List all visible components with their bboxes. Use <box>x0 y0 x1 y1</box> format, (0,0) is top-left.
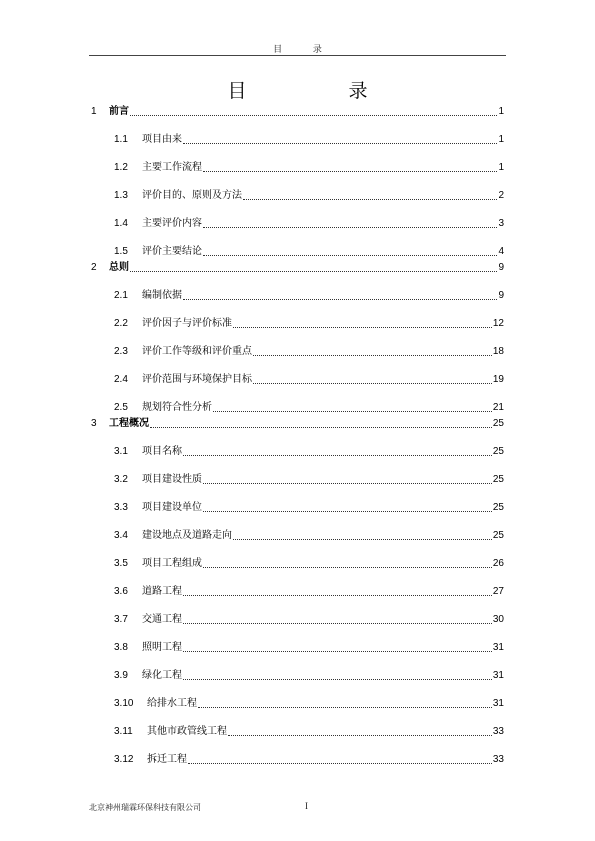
toc-section-entry[interactable] <box>0 752 595 767</box>
toc-dot-leader <box>233 326 492 328</box>
toc-label: 照明工程 <box>142 642 182 653</box>
toc-label: 评价因子与评价标准 <box>142 318 232 329</box>
toc-section-entry[interactable] <box>0 160 595 175</box>
toc-chapter-entry[interactable] <box>0 260 595 275</box>
toc-dot-leader <box>183 650 492 652</box>
toc-label: 拆迁工程 <box>147 754 187 765</box>
toc-section-entry[interactable] <box>0 188 595 203</box>
toc-section-entry[interactable] <box>0 344 595 359</box>
toc-section-entry[interactable] <box>0 668 595 683</box>
toc-page-number: 21 <box>492 402 504 413</box>
toc-dot-leader <box>130 270 497 272</box>
toc-number: 3.4 <box>114 530 128 541</box>
toc-page-number: 33 <box>492 726 504 737</box>
toc-label: 项目名称 <box>142 446 182 457</box>
toc-number: 1.2 <box>114 162 128 173</box>
toc-section-entry[interactable] <box>0 400 595 415</box>
toc-label: 评价目的、原则及方法 <box>142 190 242 201</box>
toc-dot-leader <box>150 426 492 428</box>
toc-label: 交通工程 <box>142 614 182 625</box>
toc-label: 项目建设单位 <box>142 502 202 513</box>
toc-label: 规划符合性分析 <box>142 402 212 413</box>
toc-number: 3.1 <box>114 446 128 457</box>
toc-label: 项目建设性质 <box>142 474 202 485</box>
toc-dot-leader <box>203 254 497 256</box>
toc-section-entry[interactable] <box>0 472 595 487</box>
toc-page-number: 25 <box>492 474 504 485</box>
toc-section-entry[interactable] <box>0 288 595 303</box>
toc-dot-leader <box>228 734 492 736</box>
toc-dot-leader <box>203 170 497 172</box>
toc-page-number: 30 <box>492 614 504 625</box>
toc-label: 前言 <box>109 106 129 117</box>
toc-label: 项目由来 <box>142 134 182 145</box>
toc-section-entry[interactable] <box>0 500 595 515</box>
toc-dot-leader <box>183 594 492 596</box>
toc-dot-leader <box>203 510 492 512</box>
toc-section-entry[interactable] <box>0 724 595 739</box>
toc-page-number: 1 <box>498 162 504 173</box>
toc-section-entry[interactable] <box>0 696 595 711</box>
toc-section-entry[interactable] <box>0 316 595 331</box>
toc-section-entry[interactable] <box>0 612 595 627</box>
toc-label: 给排水工程 <box>147 698 197 709</box>
toc-number: 2.5 <box>114 402 128 413</box>
page-title: 目 录 <box>227 80 416 102</box>
toc-page-number: 31 <box>492 698 504 709</box>
toc-page-number: 25 <box>492 446 504 457</box>
toc-dot-leader <box>198 706 492 708</box>
toc-dot-leader <box>253 382 492 384</box>
toc-number: 3 <box>91 418 97 429</box>
toc-page-number: 9 <box>498 290 504 301</box>
toc-page-number: 12 <box>492 318 504 329</box>
toc-page-number: 25 <box>492 530 504 541</box>
toc-page-number: 3 <box>498 218 504 229</box>
toc-dot-leader <box>203 226 497 228</box>
toc-section-entry[interactable] <box>0 584 595 599</box>
toc-dot-leader <box>243 198 497 200</box>
toc-number: 2.4 <box>114 374 128 385</box>
toc-number: 3.3 <box>114 502 128 513</box>
toc-page-number: 25 <box>492 502 504 513</box>
toc-number: 2.3 <box>114 346 128 357</box>
toc-page-number: 1 <box>498 134 504 145</box>
footer-company-name: 北京神州瑞霖环保科技有限公司 <box>89 803 201 812</box>
toc-label: 绿化工程 <box>142 670 182 681</box>
toc-label: 评价工作等级和评价重点 <box>142 346 252 357</box>
toc-page-number: 19 <box>492 374 504 385</box>
toc-label: 编制依据 <box>142 290 182 301</box>
toc-section-entry[interactable] <box>0 556 595 571</box>
toc-number: 3.7 <box>114 614 128 625</box>
toc-page-number: 26 <box>492 558 504 569</box>
toc-label: 道路工程 <box>142 586 182 597</box>
toc-label: 工程概况 <box>109 418 149 429</box>
toc-dot-leader <box>183 454 492 456</box>
toc-section-entry[interactable] <box>0 244 595 259</box>
toc-number: 1.4 <box>114 218 128 229</box>
toc-number: 3.11 <box>114 726 133 737</box>
toc-label: 主要工作流程 <box>142 162 202 173</box>
toc-chapter-entry[interactable] <box>0 416 595 431</box>
toc-number: 3.12 <box>114 754 134 765</box>
toc-section-entry[interactable] <box>0 132 595 147</box>
toc-number: 3.2 <box>114 474 128 485</box>
toc-page-number: 18 <box>492 346 504 357</box>
toc-section-entry[interactable] <box>0 640 595 655</box>
toc-dot-leader <box>203 482 492 484</box>
toc-page-number: 31 <box>492 642 504 653</box>
toc-number: 2.1 <box>114 290 128 301</box>
toc-number: 3.8 <box>114 642 128 653</box>
toc-number: 3.10 <box>114 698 134 709</box>
toc-label: 评价主要结论 <box>142 246 202 257</box>
toc-number: 3.5 <box>114 558 128 569</box>
toc-dot-leader <box>213 410 492 412</box>
toc-label: 其他市政管线工程 <box>147 726 227 737</box>
toc-dot-leader <box>183 622 492 624</box>
toc-section-entry[interactable] <box>0 444 595 459</box>
toc-number: 1.5 <box>114 246 128 257</box>
toc-section-entry[interactable] <box>0 528 595 543</box>
toc-dot-leader <box>188 762 492 764</box>
toc-section-entry[interactable] <box>0 372 595 387</box>
toc-page-number: 27 <box>492 586 504 597</box>
toc-number: 1.1 <box>114 134 128 145</box>
toc-section-entry[interactable] <box>0 216 595 231</box>
toc-number: 3.6 <box>114 586 128 597</box>
toc-label: 建设地点及道路走向 <box>142 530 232 541</box>
toc-label: 评价范围与环境保护目标 <box>142 374 252 385</box>
toc-dot-leader <box>183 142 497 144</box>
toc-page-number: 9 <box>498 262 504 273</box>
toc-label: 项目工程组成 <box>142 558 202 569</box>
toc-page-number: 1 <box>498 106 504 117</box>
toc-number: 1 <box>91 106 97 117</box>
toc-label: 主要评价内容 <box>142 218 202 229</box>
toc-page-number: 31 <box>492 670 504 681</box>
toc-dot-leader <box>253 354 492 356</box>
toc-number: 2.2 <box>114 318 128 329</box>
toc-number: 1.3 <box>114 190 128 201</box>
toc-dot-leader <box>233 538 492 540</box>
toc-dot-leader <box>130 114 497 116</box>
toc-page-number: 2 <box>498 190 504 201</box>
toc-dot-leader <box>203 566 492 568</box>
toc-chapter-entry[interactable] <box>0 104 595 119</box>
toc-dot-leader <box>183 678 492 680</box>
toc-number: 2 <box>91 262 97 273</box>
toc-page-number: 33 <box>492 754 504 765</box>
toc-number: 3.9 <box>114 670 128 681</box>
running-header: 目 录 <box>273 45 336 55</box>
toc-page-number: 4 <box>498 246 504 257</box>
header-divider <box>89 55 506 56</box>
toc-label: 总则 <box>109 262 129 273</box>
toc-dot-leader <box>183 298 497 300</box>
toc-page-number: 25 <box>492 418 504 429</box>
footer-page-number: I <box>305 801 308 811</box>
